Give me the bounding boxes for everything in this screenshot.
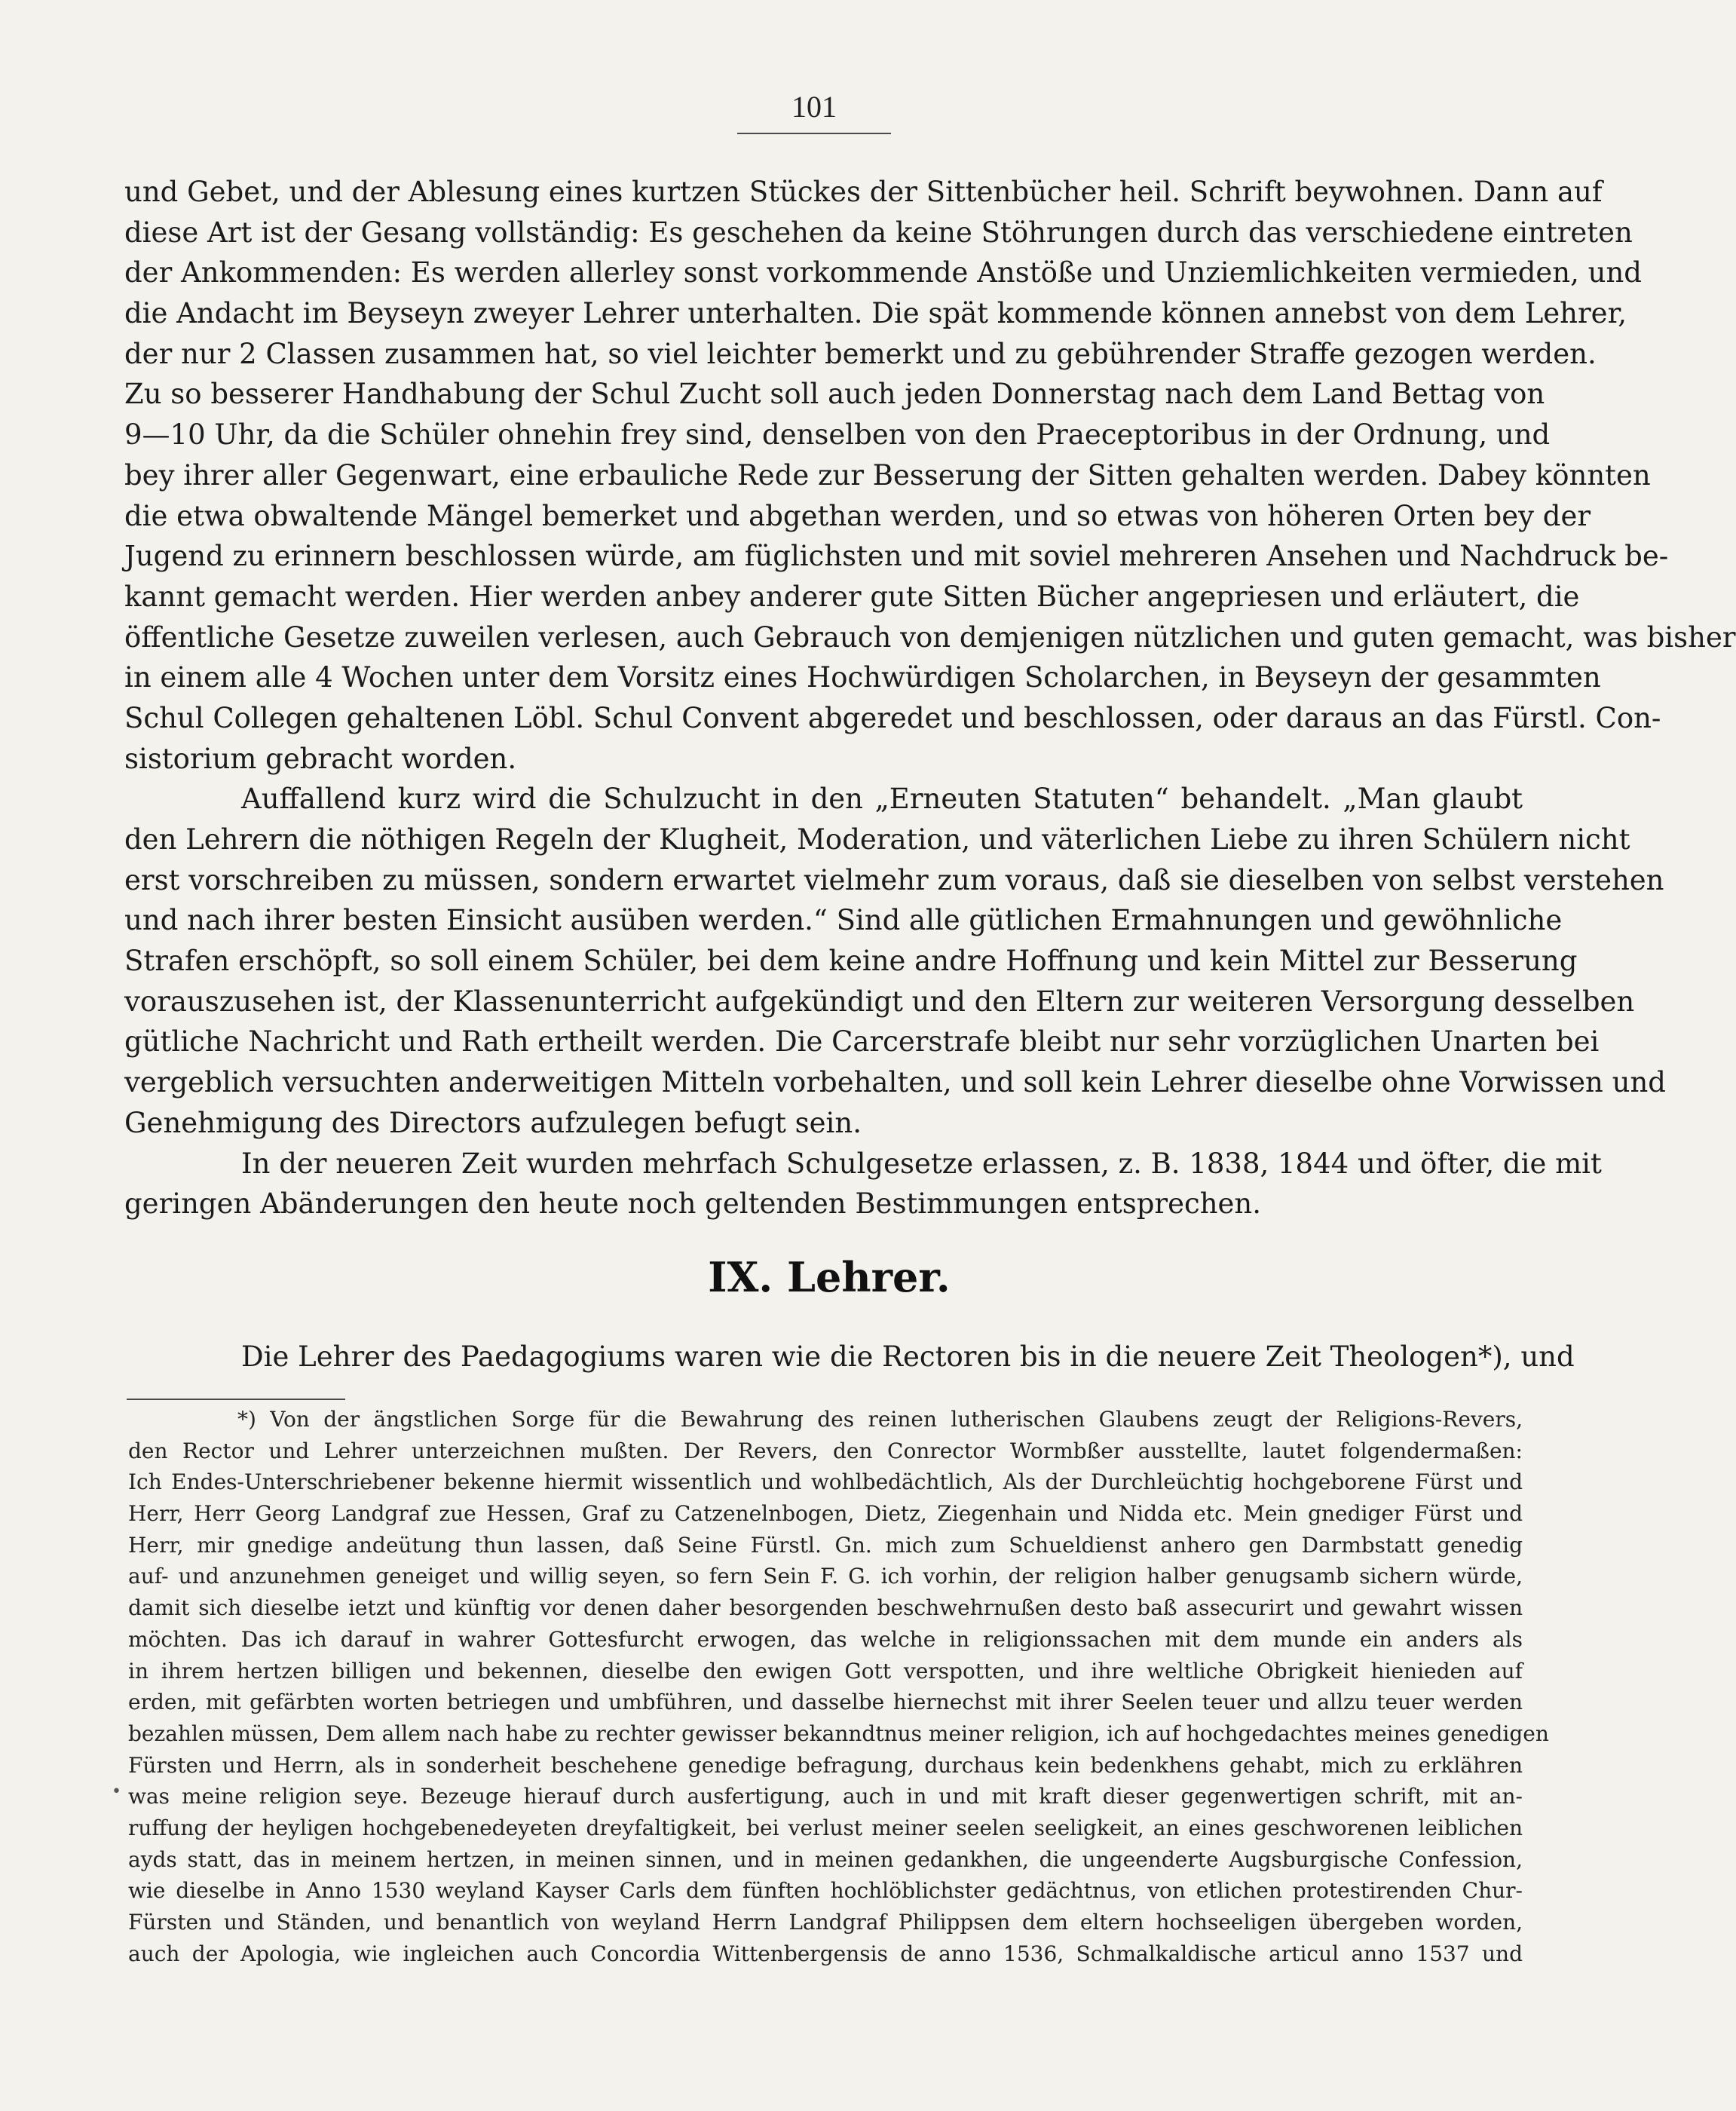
text-line: geringen Abänderungen den heute noch geltenden Bestimmungen entsprechen. xyxy=(124,1187,1262,1221)
text-line: vorauszusehen ist, der Klassenunterricht aufgekündigt und den Eltern zur weiteren Versorgung desselben xyxy=(124,985,1635,1018)
footnote-line: möchten. Das ich darauf in wahrer Gottesfurcht erwogen, das welche in religionssachen mit dem munde ein anders als xyxy=(128,1626,1523,1652)
margin-mark: • xyxy=(112,1782,121,1801)
body-text xyxy=(124,172,1736,1224)
footnote-line: Fürsten und Herrn, als in sonderheit beschehene genedige befragung, durchaus kein bedenkhens gehabt, mich zu erklähren xyxy=(128,1752,1523,1778)
text-line: Strafen erschöpft, so soll einem Schüler, bei dem keine andre Hoffnung und kein Mittel zur Besserung xyxy=(124,945,1578,978)
text-line: die etwa obwaltende Mängel bemerket und abgethan werden, und so etwas von höheren Orten bey der xyxy=(124,499,1591,532)
footnote-line: Herr, mir gnedige andeütung thun lassen, daß Seine Fürstl. Gn. mich zum Schueldienst anhero gen Darmbstatt genedig xyxy=(128,1532,1523,1558)
footnote-line: bezahlen müssen, Dem allem nach habe zu rechter gewisser bekanndtnus meiner religion, ich auf hochgedachtes meines genedigen xyxy=(128,1720,1549,1746)
text-line: Zu so besserer Handhabung der Schul Zucht soll auch jeden Donnerstag nach dem Land Bettag von xyxy=(124,378,1545,411)
text-line: der Ankommenden: Es werden allerley sonst vorkommende Anstöße und Unziemlichkeiten vermieden, und xyxy=(124,256,1642,290)
text-line: kannt gemacht werden. Hier werden anbey anderer gute Sitten Bücher angepriesen und erläutert, die xyxy=(124,580,1580,613)
text-line: und Gebet, und der Ablesung eines kurtzen Stückes der Sittenbücher heil. Schrift beywohnen. Dann auf xyxy=(124,176,1603,208)
page-number-rule xyxy=(737,133,891,134)
text-line: Schul Collegen gehaltenen Löbl. Schul Convent abgeredet und beschlossen, oder daraus an das Fürstl. Con- xyxy=(124,701,1661,734)
text-line: diese Art ist der Gesang vollständig: Es geschehen da keine Stöhrungen durch das verschiedene eintreten xyxy=(124,216,1633,249)
text-line: die Andacht im Beyseyn zweyer Lehrer unterhalten. Die spät kommende können annebst von dem Lehrer, xyxy=(124,297,1627,330)
footnote-rule xyxy=(127,1399,345,1400)
page-number: 101 xyxy=(791,90,837,124)
text-line: 9—10 Uhr, da die Schüler ohnehin frey sind, denselben von den Praeceptoribus in der Ordnung, und xyxy=(124,418,1551,452)
footnote-line: Ich Endes-Unterschriebener bekenne hiermit wissentlich und wohlbedächtlich, Als der Durchleüchtig hochgeborene Fürst und xyxy=(128,1469,1523,1495)
text-line: in einem alle 4 Wochen unter dem Vorsitz eines Hochwürdigen Scholarchen, in Beyseyn der gesammten xyxy=(124,661,1601,694)
footnote-line: Fürsten und Ständen, und benantlich von weyland Herrn Landgraf Philippsen dem eltern hochseeligen übergeben worden, xyxy=(128,1910,1523,1935)
section-heading: IX. Lehrer. xyxy=(708,1253,951,1301)
section-text xyxy=(124,1337,1575,1377)
footnote-line: ruffung der heyligen hochgebenedeyeten dreyfaltigkeit, bei verlust meiner seelen seeligkeit, an eines geschworenen leiblichen xyxy=(128,1815,1523,1840)
text-line: sistorium gebracht worden. xyxy=(124,742,517,775)
footnote-line: was meine religion seye. Bezeuge hierauf durch ausfertigung, auch in und mit kraft dieser gegenwertigen schrift, mit an- xyxy=(128,1784,1523,1809)
footnote-line: damit sich dieselbe ietzt und künftig vor denen daher besorgenden beschwehrnußen desto baß assecurirt und gewahrt wissen xyxy=(128,1595,1523,1621)
paragraph-start-line: Die Lehrer des Paedagogiums waren wie die Rectoren bis in die neuere Zeit Theologen*), und xyxy=(241,1340,1575,1373)
footnote-line: ayds statt, das in meinem hertzen, in meinen sinnen, und in meinen gedankhen, die ungeenderte Augsburgische Confession, xyxy=(128,1846,1523,1872)
text-line: und nach ihrer besten Einsicht ausüben werden.“ Sind alle gütlichen Ermahnungen und gewöhnliche xyxy=(124,904,1563,937)
text-line: vergeblich versuchten anderweitigen Mitteln vorbehalten, und soll kein Lehrer dieselbe ohne Vorwissen und xyxy=(124,1066,1666,1099)
text-line: gütliche Nachricht und Rath ertheilt werden. Die Carcerstrafe bleibt nur sehr vorzüglichen Unarten bei xyxy=(124,1025,1600,1059)
text-line: den Lehrern die nöthigen Regeln der Klugheit, Moderation, und väterlichen Liebe zu ihren Schülern nicht xyxy=(124,823,1630,856)
footnote xyxy=(128,1404,1549,1969)
text-line: bey ihrer aller Gegenwart, eine erbauliche Rede zur Besserung der Sitten gehalten werden. Dabey könnten xyxy=(124,458,1651,492)
footnote-line: wie dieselbe in Anno 1530 weyland Kayser Carls dem fünften hochlöblichster gedächtnus, von etlichen protestirenden Chur- xyxy=(128,1878,1523,1904)
text-line: Genehmigung des Directors aufzulegen befugt sein. xyxy=(124,1106,862,1139)
footnote-line: *) Von der ängstlichen Sorge für die Bewahrung des reinen lutherischen Glaubens zeugt der Religions-Revers, xyxy=(237,1407,1523,1432)
paragraph-start-line: Auffallend kurz wird die Schulzucht in den „Erneuten Statuten“ behandelt. „Man glaubt xyxy=(241,783,1523,816)
footnote-line: auch der Apologia, wie ingleichen auch Concordia Wittenbergensis de anno 1536, Schmalkaldische articul anno 1537 und xyxy=(128,1941,1523,1966)
footnote-line: Herr, Herr Georg Landgraf zue Hessen, Graf zu Catzenelnbogen, Dietz, Ziegenhain und Nidda etc. Mein gnediger Fürst und xyxy=(128,1501,1523,1527)
text-line: erst vorschreiben zu müssen, sondern erwartet vielmehr zum voraus, daß sie dieselben von selbst verstehen xyxy=(124,863,1664,896)
text-line: öffentliche Gesetze zuweilen verlesen, auch Gebrauch von demjenigen nützlichen und guten gemacht, was bisher xyxy=(124,620,1736,654)
footnote-line: erden, mit gefärbten worten betriegen und umbführen, und dasselbe hiernechst mit ihrer Seelen teuer und allzu teuer werden xyxy=(128,1690,1523,1715)
text-line: der nur 2 Classen zusammen hat, so viel leichter bemerkt und zu gebührender Straffe gezogen werden. xyxy=(124,337,1597,370)
paragraph-start-line: In der neueren Zeit wurden mehrfach Schulgesetze erlassen, z. B. 1838, 1844 und öfter, die mit xyxy=(241,1147,1602,1180)
footnote-line: den Rector und Lehrer unterzeichnen mußten. Der Revers, den Conrector Wormbßer ausstellte, lautet folgendermaßen: xyxy=(128,1438,1523,1463)
footnote-line: auf- und anzunehmen geneiget und willig seyen, so fern Sein F. G. ich vorhin, der religion halber genugsamb sichern würde, xyxy=(128,1564,1523,1589)
footnote-line: in ihrem hertzen billigen und bekennen, dieselbe den ewigen Gott verspotten, und ihre weltliche Obrigkeit hienieden auf xyxy=(128,1658,1523,1684)
text-line: Jugend zu erinnern beschlossen würde, am füglichsten und mit soviel mehreren Ansehen und Nachdruck be- xyxy=(124,540,1669,573)
